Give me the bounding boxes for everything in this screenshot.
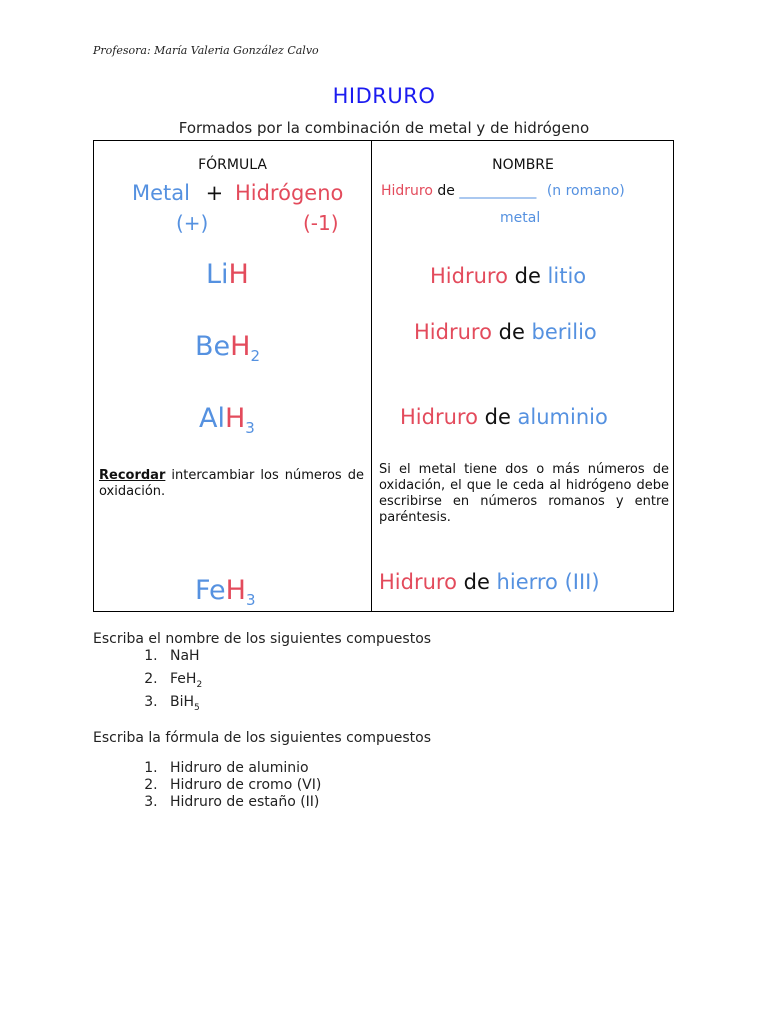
name-metal: hierro (III) bbox=[496, 570, 600, 594]
name-de: de bbox=[484, 405, 511, 429]
name-de: de bbox=[463, 570, 490, 594]
formula-alh3 bbox=[199, 403, 255, 437]
formula-metal: Fe bbox=[195, 575, 226, 606]
formula-subscript: 2 bbox=[250, 347, 260, 365]
note-recordar bbox=[99, 468, 364, 500]
note-recordar-rest: intercambiar los números de oxidación. bbox=[99, 468, 364, 499]
formula-feh3 bbox=[195, 575, 256, 609]
list-item: 3. Hidruro de estaño (II) bbox=[162, 794, 431, 811]
exercise1-heading: Escriba el nombre de los siguientes compuestos bbox=[93, 631, 432, 647]
formula-metal: Li bbox=[206, 259, 229, 290]
list-item: 1. Hidruro de aluminio bbox=[162, 760, 431, 777]
name-hidruro: Hidruro bbox=[414, 320, 492, 344]
compound-subscript: 2 bbox=[196, 679, 203, 690]
list-item bbox=[162, 648, 431, 671]
compound-formula: BiH bbox=[170, 693, 195, 710]
compound-subscript: 5 bbox=[194, 702, 200, 713]
name-metal: aluminio bbox=[517, 405, 608, 429]
name-de: de bbox=[514, 264, 541, 288]
exercises-section bbox=[93, 631, 431, 811]
page-title: HIDRURO bbox=[332, 84, 436, 108]
general-plus: + bbox=[205, 181, 224, 205]
exercise2-heading: Escriba la fórmula de los siguientes compuestos bbox=[93, 730, 431, 747]
general-name-hidruro: Hidruro bbox=[381, 183, 433, 199]
formula-beh2 bbox=[195, 331, 260, 365]
formula-metal: Be bbox=[195, 331, 231, 362]
formula-lih bbox=[206, 259, 249, 290]
formula-metal: Al bbox=[199, 403, 225, 434]
hydrogen-charge: (-1) bbox=[303, 211, 339, 235]
list-item bbox=[162, 694, 431, 717]
general-hydrogen: Hidrógeno bbox=[234, 181, 344, 205]
name-hidruro: Hidruro bbox=[400, 405, 478, 429]
name-metal: litio bbox=[547, 264, 587, 288]
hydride-table bbox=[93, 140, 674, 612]
general-name-metal: metal bbox=[500, 210, 541, 226]
list-item: 2. Hidruro de cromo (VI) bbox=[162, 777, 431, 794]
name-hidruro: Hidruro bbox=[379, 570, 457, 594]
general-name-de: de bbox=[437, 183, 455, 199]
name-beh2 bbox=[414, 320, 597, 344]
note-recordar-bold: Recordar bbox=[99, 468, 166, 483]
formula-hydrogen: H bbox=[228, 259, 249, 290]
name-alh3 bbox=[400, 405, 608, 429]
note-roman-numerals: Si el metal tiene dos o más números de oxidación, el que le ceda al hidrógeno debe escribirse en números romanos y entre paréntesis. bbox=[379, 462, 669, 525]
formula-hydrogen: H bbox=[224, 403, 246, 434]
name-lih bbox=[430, 264, 586, 288]
general-formula bbox=[132, 181, 343, 205]
metal-charge: (+) bbox=[176, 211, 209, 235]
formula-hydrogen: H bbox=[225, 575, 246, 606]
formula-hydrogen: H bbox=[230, 331, 251, 362]
formula-subscript: 3 bbox=[245, 419, 255, 437]
author-header: Profesora: María Valeria González Calvo bbox=[93, 44, 319, 57]
list-item bbox=[162, 671, 431, 694]
formula-subscript: 3 bbox=[245, 591, 256, 609]
compound-formula: FeH bbox=[170, 670, 197, 687]
general-name-roman: (n romano) bbox=[546, 183, 625, 199]
exercise1-list bbox=[93, 648, 431, 716]
general-name bbox=[381, 183, 625, 199]
exercise2-list bbox=[93, 760, 431, 811]
page-subtitle: Formados por la combinación de metal y de hidrógeno bbox=[178, 119, 590, 137]
column-divider bbox=[371, 141, 372, 611]
name-column-header: NOMBRE bbox=[492, 157, 554, 173]
general-metal: Metal bbox=[132, 181, 190, 205]
general-name-blank: ___________ bbox=[459, 183, 537, 199]
formula-column-header: FÓRMULA bbox=[198, 157, 267, 173]
name-metal: berilio bbox=[531, 320, 597, 344]
name-de: de bbox=[498, 320, 525, 344]
name-hidruro: Hidruro bbox=[430, 264, 508, 288]
name-feh3 bbox=[379, 570, 600, 594]
compound-formula: NaH bbox=[170, 648, 200, 664]
